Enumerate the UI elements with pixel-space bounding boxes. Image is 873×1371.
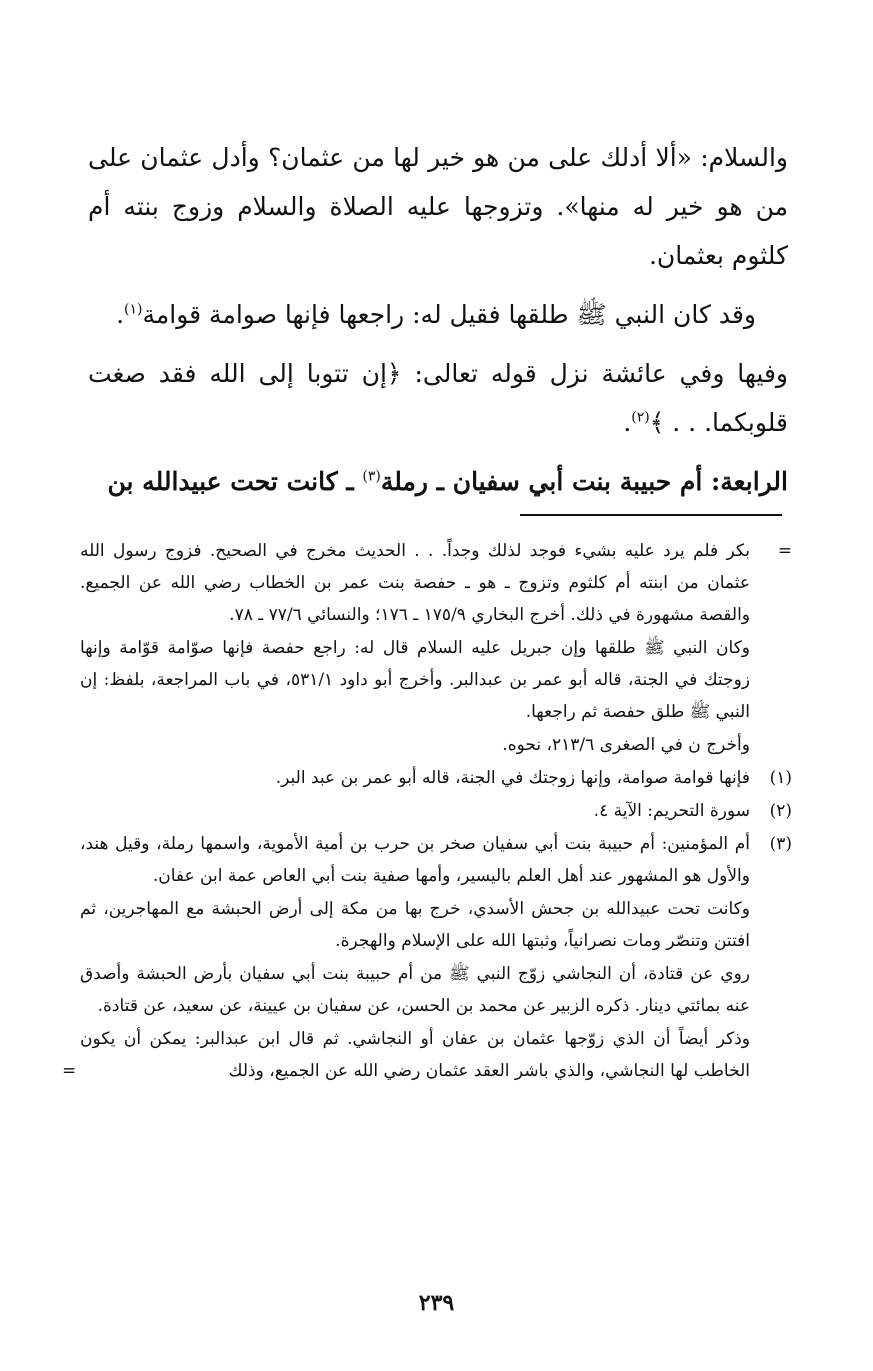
paragraph-2 xyxy=(88,290,788,339)
footnote-3-mark: (٣) xyxy=(769,834,792,854)
footnote-ref-3: (٣) xyxy=(362,468,381,485)
footnote-ref-1: (١) xyxy=(124,301,143,318)
paragraph-4-rest: ـ كانت تحت عبيدالله بن xyxy=(107,467,363,496)
footnote-2-text: سورة التحريم: الآية ٤. xyxy=(593,801,750,821)
footnote-3-paragraph-3 xyxy=(80,958,792,1022)
footnote-2-mark: (٢) xyxy=(769,801,792,821)
footnote-3-text: أم المؤمنين: أم حبيبة بنت أبي سفيان صخر بن حرب بن أمية الأموية، واسمها رملة، وقيل هند، والأول هو المشهور عند أهل العلم باليسير، وأمها صفية بنت أبي العاص عمة ابن عفان. xyxy=(80,834,750,886)
footnote-continuation-2 xyxy=(80,632,792,728)
page-number: ٢٣٩ xyxy=(418,1290,455,1316)
continuation-text-2: وكان النبي ﷺ طلقها وإن جبريل عليه السلام قال له: راجع حفصة فإنها صوّامة قوّامة وإنها زوجتك في الجنة، قاله أبو عمر بن عبدالبر. وأخرج أبو داود ٥٣١/١، في باب المراجعة، بلفظ: إن النبي ﷺ طلق حفصة ثم راجعها. xyxy=(80,638,750,722)
section-heading: الرابعة: أم حبيبة بنت أبي سفيان ـ رملة xyxy=(380,467,788,496)
footnote-continuation-3 xyxy=(80,729,792,761)
footnote-3-paragraph-3-text: روي عن قتادة، أن النجاشي زوّج النبي ﷺ من أم حبيبة بنت أبي سفيان بأرض الحبشة وأصدق عنه بمائتي دينار. ذكره الزبير عن محمد بن الحسن، عن سفيان بن عيينة، عن سعيد، عن قتادة. xyxy=(80,964,750,1016)
footnote-1 xyxy=(80,762,792,794)
footnote-3-paragraph-2 xyxy=(80,893,792,957)
paragraph-3 xyxy=(88,349,788,447)
paragraph-4 xyxy=(88,457,788,506)
footnote-3-paragraph-4-text: وذكر أيضاً أن الذي زوّجها عثمان بن عفان أو النجاشي. ثم قال ابن عبدالبر: يمكن أن يكون الخاطب لها النجاشي، والذي باشر العقد عثمان رضي الله عن الجميع، وذلك xyxy=(80,1029,750,1081)
paragraph-2-text: وقد كان النبي ﷺ طلقها فقيل له: راجعها فإنها صوامة قوامة xyxy=(142,300,756,329)
continuation-mark: = xyxy=(777,541,792,561)
footnote-continuation xyxy=(80,535,792,631)
continued-mark: = xyxy=(62,1061,77,1081)
paragraph-2-end: . xyxy=(116,300,125,329)
footnote-3-paragraph-2-text: وكانت تحت عبيدالله بن جحش الأسدي، خرج بها من مكة إلى أرض الحبشة مع المهاجرين، ثم افتتن وتنصّر ومات نصرانياً، وثبتها الله على الإسلام والهجرة. xyxy=(80,899,750,951)
footnote-3-paragraph-4 xyxy=(62,1023,792,1087)
footnote-ref-2: (٢) xyxy=(631,409,650,426)
footnote-2 xyxy=(80,795,792,827)
continuation-text: بكر فلم يرد عليه بشيء فوجد لذلك وجداً. . . الحديث مخرج في الصحيح. فزوج رسول الله عثمان من ابنته أم كلثوم وتزوج ـ هو ـ حفصة بنت عمر بن الخطاب رضي الله عن الجميع. والقصة مشهورة في ذلك. أخرج البخاري ١٧٥/٩ ـ ١٧٦؛ والنسائي ٧٧/٦ ـ ٧٨. xyxy=(80,541,750,625)
footnote-1-mark: (١) xyxy=(769,768,792,788)
main-text xyxy=(88,133,788,516)
footnote-1-text: فإنها قوامة صوامة، وإنها زوجتك في الجنة، قاله أبو عمر بن عبد البر. xyxy=(275,768,750,788)
footnotes xyxy=(62,535,792,1088)
footnote-3 xyxy=(80,828,792,892)
paragraph-1: والسلام: «ألا أدلك على من هو خير لها من عثمان؟ وأدل عثمان على من هو خير له منها». وتزوجها عليه الصلاة والسلام وزوج بنته أم كلثوم بعثمان. xyxy=(88,143,788,270)
paragraph-3-end: . xyxy=(623,408,632,437)
paragraph-3-text: وفيها وفي عائشة نزل قوله تعالى: ﴿إن تتوبا إلى الله فقد صغت قلوبكما. . . ﴾ xyxy=(88,359,788,437)
continuation-text-3: وأخرج ن في الصغرى ٢١٣/٦، نحوه. xyxy=(502,735,750,755)
footnote-separator xyxy=(520,514,782,516)
